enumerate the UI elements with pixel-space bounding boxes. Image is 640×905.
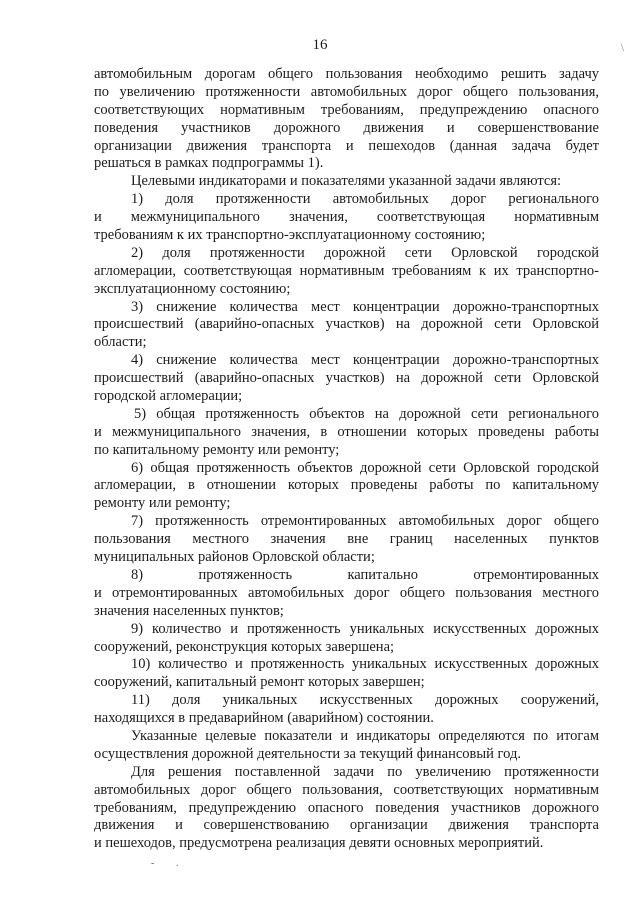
- text-line: Целевыми индикаторами и показателями указанной задачи являются:: [131, 173, 562, 190]
- text-line: автомобильным дорогам общего пользования необходимо решить задачу: [94, 66, 599, 82]
- text-line: Указанные целевые показатели и индикаторы определяются по итогам: [131, 727, 599, 744]
- stray-mark: -: [151, 858, 155, 869]
- text-line: городской агломерации;: [94, 388, 243, 405]
- text-line: и пешеходов, предусмотрена реализация девяти основных мероприятий.: [94, 835, 544, 852]
- text-line: 2) доля протяженности дорожной сети Орловской городской: [131, 244, 599, 261]
- text-line: осуществления дорожной деятельности за текущий финансовый год.: [94, 745, 521, 762]
- text-line: 3) снижение количества мест концентрации дорожно-транспортных: [131, 298, 599, 315]
- text-line: по капитальному ремонту или ремонту;: [94, 441, 340, 458]
- text-line: 5) общая протяженность объектов на дорожной сети регионального: [134, 405, 599, 422]
- corner-mark: \: [620, 40, 624, 54]
- page-number: 16: [312, 37, 328, 53]
- text-line: происшествий (аварийно-опасных участков) на дорожной сети Орловской: [94, 316, 599, 333]
- text-line: 7) протяженность отремонтированных автомобильных дорог общего: [131, 513, 599, 530]
- stray-mark: .: [176, 858, 179, 869]
- text-line: пользования местного значения вне границ населенных пунктов: [94, 531, 599, 548]
- text-line: автомобильных дорог общего пользования, соответствующих нормативным: [94, 781, 599, 798]
- text-line: сооружений, капитальный ремонт которых завершен;: [94, 674, 425, 691]
- text-line: муниципальных районов Орловской области;: [94, 549, 375, 566]
- text-line: 10) количество и протяженность уникальных искусственных дорожных: [131, 656, 599, 673]
- text-line: сооружений, реконструкция которых завершена;: [94, 638, 395, 655]
- text-line: значения населенных пунктов;: [94, 602, 284, 619]
- text-line: 1) доля протяженности автомобильных дорог регионального: [131, 191, 599, 208]
- text-line: требованиям к их транспортно-эксплуатационному состоянию;: [94, 227, 486, 244]
- text-line: соответствующих нормативным требованиям, предупреждению опасного: [94, 101, 599, 118]
- text-line: ремонту или ремонту;: [94, 495, 231, 512]
- text-line: 6) общая протяженность объектов дорожной сети Орловской городской: [131, 459, 599, 476]
- text-line: и межмуниципального значения, в отношении которых проведены работы: [94, 423, 599, 440]
- text-line: эксплуатационному состоянию;: [94, 280, 291, 297]
- text-line: и отремонтированных автомобильных дорог общего пользования местного: [94, 584, 599, 601]
- document-body: [94, 66, 599, 853]
- text-line: происшествий (аварийно-опасных участков) на дорожной сети Орловской: [94, 370, 599, 387]
- text-line: 8) протяженность капитально отремонтированных: [131, 566, 599, 583]
- text-line: области;: [94, 334, 147, 351]
- text-line: агломерации, соответствующая нормативным требованиям к их транспортно-: [94, 262, 599, 279]
- text-line: агломерации, в отношении которых проведены работы по капитальному: [94, 477, 599, 494]
- text-line: движения и совершенствованию организации движения транспорта: [94, 817, 599, 834]
- text-line: 11) доля уникальных искусственных дорожных сооружений,: [131, 692, 599, 709]
- text-line: поведения участников дорожного движения и совершенствование: [94, 119, 599, 136]
- text-line: организации движения транспорта и пешеходов (данная задача будет: [94, 137, 599, 154]
- text-line: 9) количество и протяженность уникальных искусственных дорожных: [131, 620, 599, 637]
- text-line: по увеличению протяженности автомобильных дорог общего пользования,: [94, 83, 599, 100]
- text-line: и межмуниципального значения, соответствующая нормативным: [94, 209, 599, 226]
- text-line: находящихся в предаварийном (аварийном) состоянии.: [94, 710, 434, 727]
- text-line: Для решения поставленной задачи по увеличению протяженности: [131, 763, 599, 780]
- text-line: 4) снижение количества мест концентрации дорожно-транспортных: [131, 352, 599, 369]
- text-line: требованиям, предупреждению опасного поведения участников дорожного: [94, 799, 599, 816]
- text-line: решаться в рамках подпрограммы 1).: [94, 155, 324, 172]
